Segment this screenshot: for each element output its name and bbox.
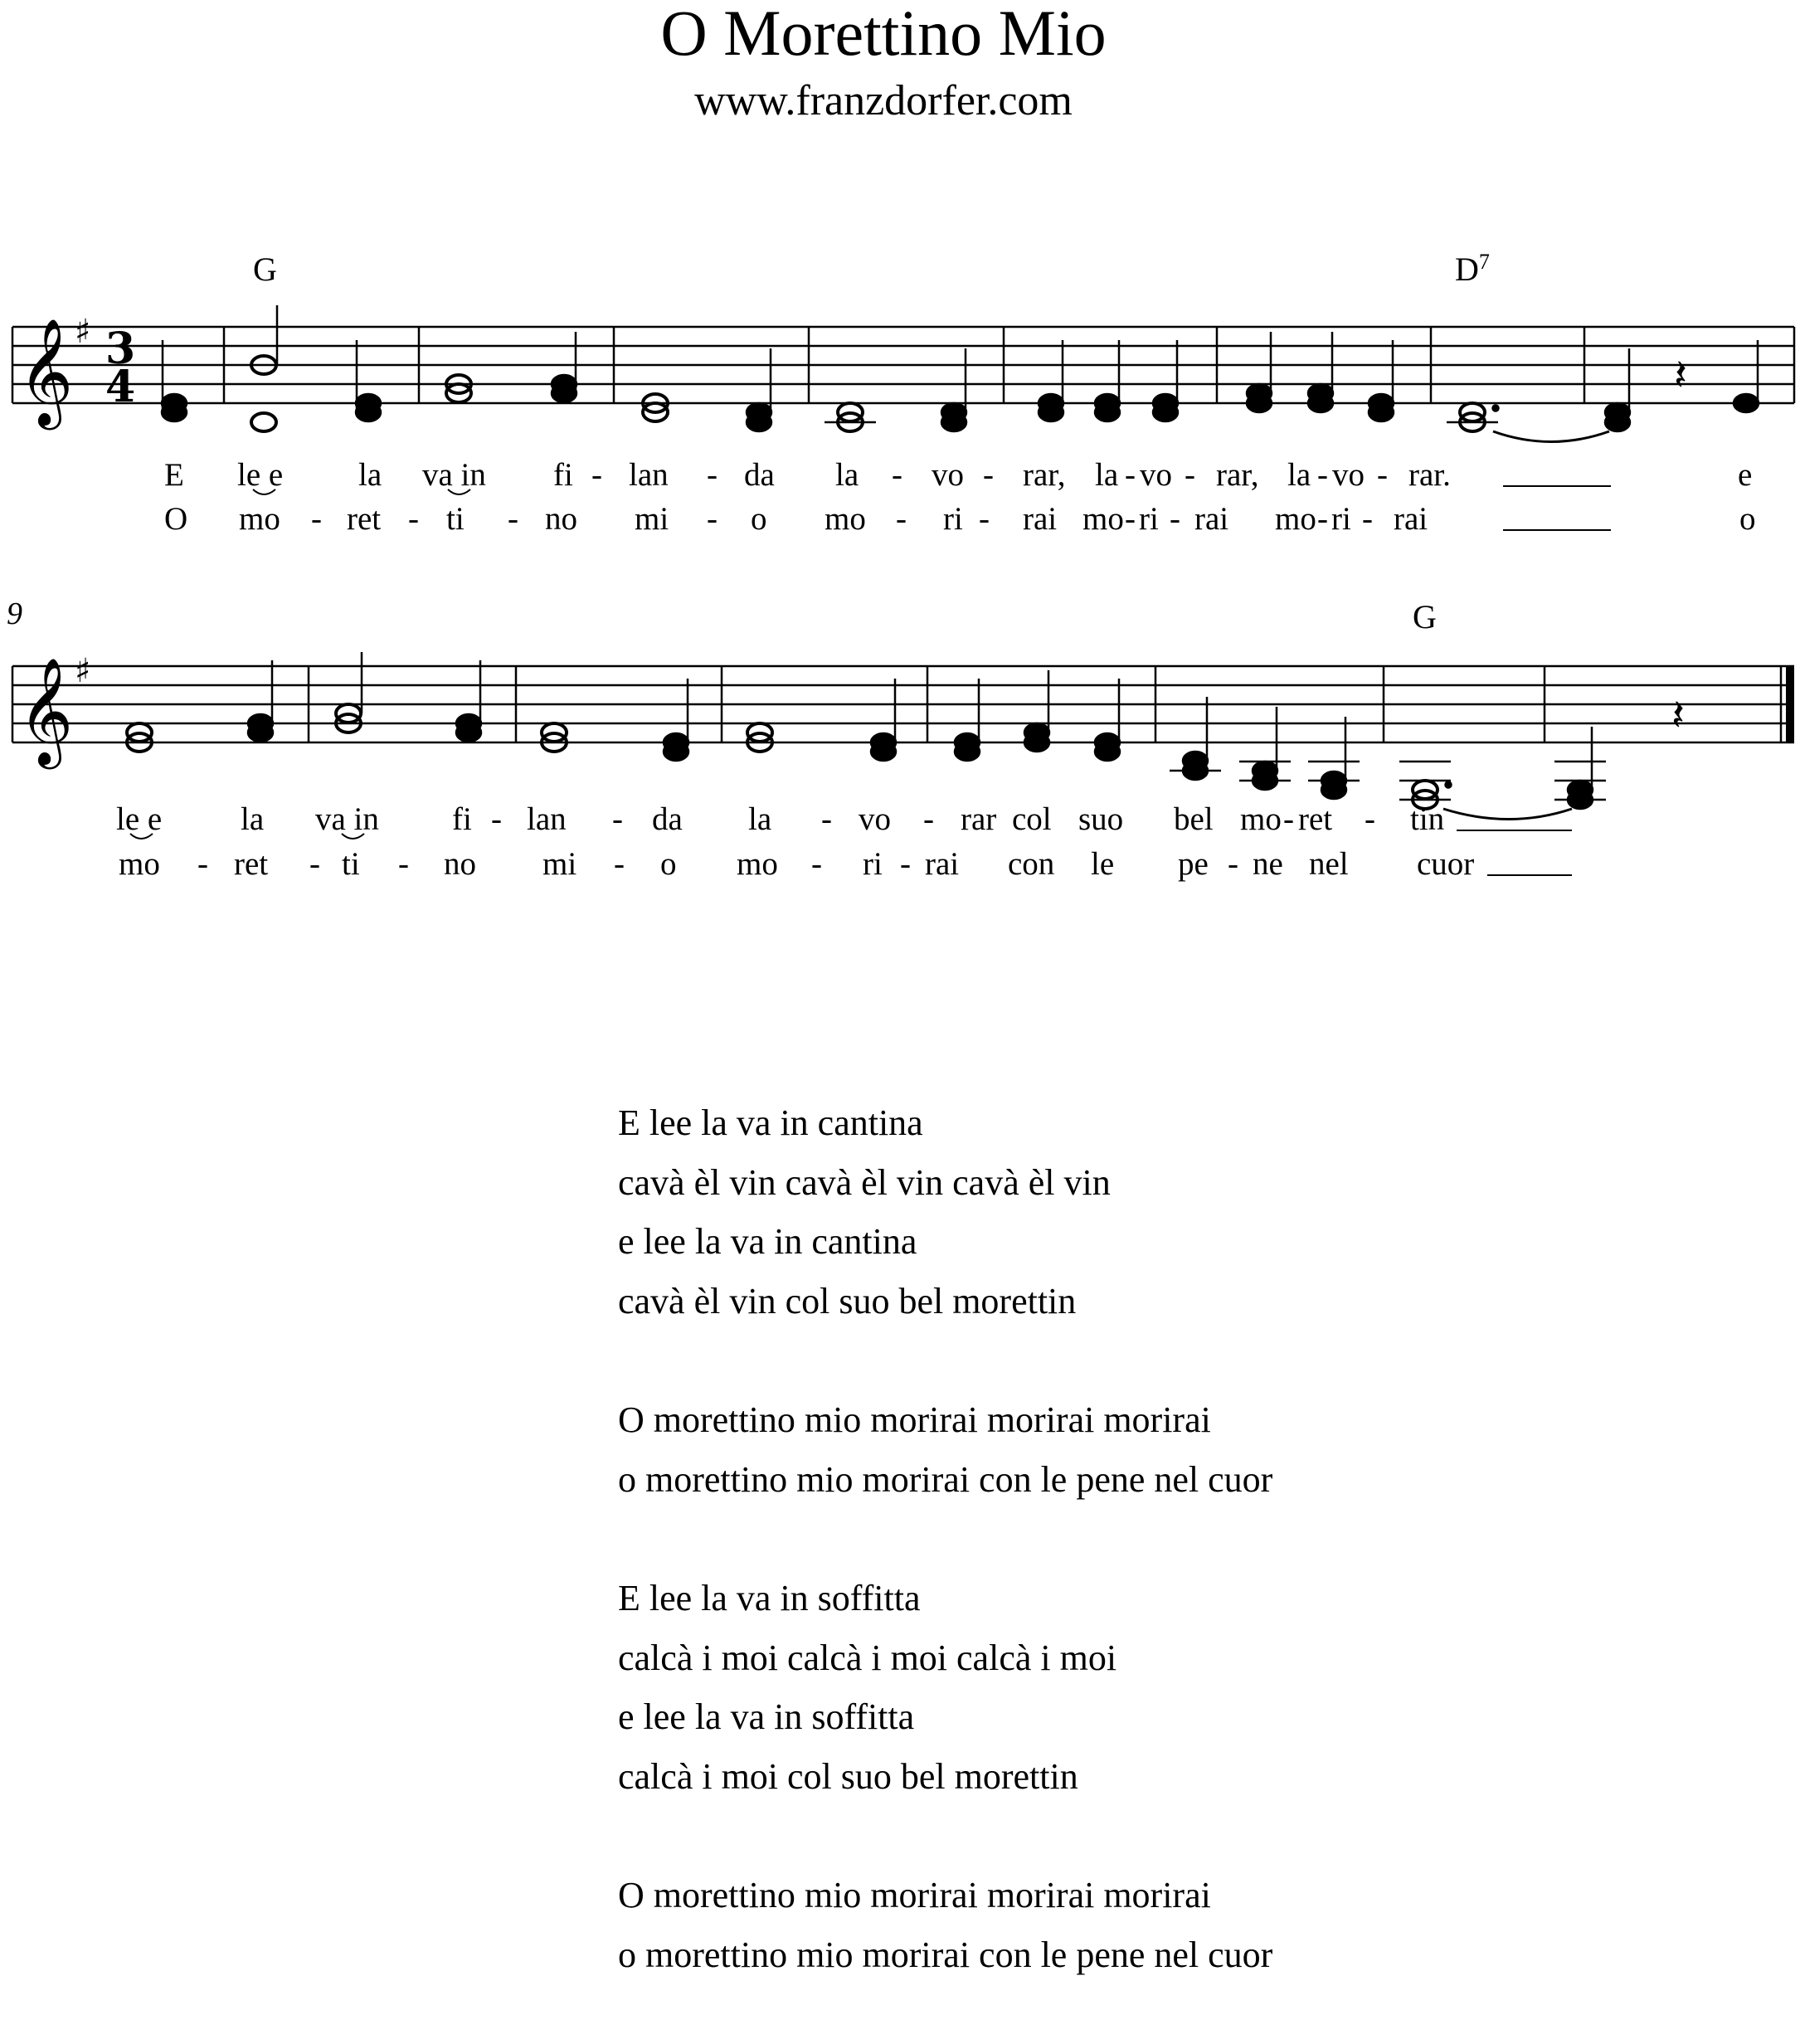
lyric-syllable: rai (1194, 501, 1229, 537)
lyric-syllable: rar. (1408, 457, 1451, 493)
lyric-syllable: ret (1298, 801, 1333, 837)
staff-lines (12, 327, 1794, 403)
lyric-syllable: - (197, 846, 208, 882)
lyrics-line-2 (119, 846, 1572, 882)
quarter-rest-icon: 𝄽 (1674, 351, 1687, 401)
lyric-syllable: fi (553, 457, 573, 493)
lyric-syllable: - (979, 501, 990, 537)
lyric-syllable: cuor (1417, 846, 1475, 882)
lyric-syllable: tin (1410, 801, 1445, 837)
lyric-syllable: - (892, 457, 902, 493)
lyric-syllable: ti (446, 501, 465, 537)
lyric-syllable: da (652, 801, 683, 837)
verse-line: E lee la va in cantina (618, 1102, 923, 1143)
lyric-syllable: le (1091, 846, 1115, 882)
lyric-syllable: ri (943, 501, 963, 537)
lyric-syllable: rai (925, 846, 960, 882)
lyric-syllable: da (744, 457, 775, 493)
lyric-syllable: vo (1332, 457, 1365, 493)
lyric-syllable: o (660, 846, 677, 882)
lyric-syllable: - (614, 846, 625, 882)
lyric-syllable: - (309, 846, 320, 882)
lyric-syllable: - (1377, 457, 1388, 493)
verse-line: o morettino mio morirai con le pene nel cuor (618, 1934, 1273, 1975)
lyric-syllable: - (1283, 801, 1294, 837)
lyric-syllable: - (1228, 846, 1238, 882)
lyric-syllable: - (1170, 501, 1180, 537)
lyric-syllable: no (444, 846, 476, 882)
lyric-syllable: bel (1174, 801, 1214, 837)
lyric-syllable: la (748, 801, 772, 837)
stanza-2 (618, 1390, 1613, 1509)
verse-line: cavà èl vin cavà èl vin cavà èl vin (618, 1161, 1111, 1203)
lyric-syllable: - (900, 846, 911, 882)
lyrics-line-2 (164, 501, 1756, 537)
lyric-syllable: ri (863, 846, 883, 882)
sharp-icon: ♯ (75, 313, 91, 351)
verse-line: calcà i moi calcà i moi calcà i moi (618, 1637, 1117, 1678)
verse-line: O morettino mio morirai morirai morirai (618, 1399, 1211, 1440)
lyric-syllable: - (1125, 501, 1136, 537)
time-signature-top: 3 (105, 324, 136, 374)
treble-clef-icon: 𝄞 (18, 318, 74, 426)
lyric-syllable: con (1008, 846, 1055, 882)
lyric-syllable: mi (635, 501, 669, 537)
lyric-syllable: la (1287, 457, 1311, 493)
lyric-syllable: mo (1082, 501, 1124, 537)
quarter-rest-icon: 𝄽 (1671, 691, 1685, 741)
lyric-syllable: ti (342, 846, 360, 882)
lyric-syllable: la (358, 457, 382, 493)
lyric-syllable: lan (527, 801, 567, 837)
lyric-syllable: o (751, 501, 767, 537)
lyric-syllable: rar, (1216, 457, 1259, 493)
sheet-music (0, 0, 1800, 912)
lyric-syllable: - (983, 457, 994, 493)
verse-line: o morettino mio morirai con le pene nel cuor (618, 1458, 1273, 1500)
lyric-syllable: - (612, 801, 623, 837)
lyric-syllable: ne (1253, 846, 1283, 882)
lyric-syllable: - (1317, 457, 1328, 493)
lyric-syllable: e (1738, 457, 1753, 493)
lyric-syllable: - (1362, 501, 1373, 537)
lyric-syllable: - (1365, 801, 1375, 837)
lyric-syllable: vo (932, 457, 964, 493)
chord-d7: $D^7$ (1455, 250, 1490, 288)
lyric-syllable: - (508, 501, 518, 537)
measure-number: 9 (7, 596, 22, 631)
staff-system-2 (7, 596, 1794, 882)
lyric-syllable: - (311, 501, 322, 537)
stanza-3 (618, 1569, 1613, 1806)
lyric-syllable: mo (825, 501, 866, 537)
lyric-syllable: - (1185, 457, 1195, 493)
lyric-syllable: suo (1078, 801, 1124, 837)
lyric-syllable: vo (1140, 457, 1172, 493)
website-url[interactable]: www.franzdorfer.com (694, 77, 1073, 124)
lyric-syllable: la (241, 801, 265, 837)
lyric-syllable: mi (542, 846, 577, 882)
verse-line: e lee la va in soffitta (618, 1696, 915, 1737)
final-barline (1786, 666, 1794, 742)
lyric-syllable: - (896, 501, 907, 537)
lyric-syllable: fi (452, 801, 472, 837)
lyric-syllable: pe (1178, 846, 1209, 882)
lyric-syllable: - (707, 457, 718, 493)
staff-lines (12, 666, 1794, 742)
verses-block (618, 1093, 1613, 2044)
lyric-syllable: mo (1240, 801, 1282, 837)
lyric-syllable: ret (234, 846, 269, 882)
lyric-syllable: mo (1275, 501, 1316, 537)
lyric-syllable: O (164, 501, 188, 537)
lyric-syllable: la (1095, 457, 1119, 493)
lyric-syllable: no (545, 501, 577, 537)
verse-line: O morettino mio morirai morirai morirai (618, 1875, 1211, 1915)
lyric-syllable: o (1739, 501, 1756, 537)
lyric-syllable: - (1125, 457, 1136, 493)
verse-line: E lee la va in soffitta (618, 1578, 921, 1618)
lyric-syllable: ri (1139, 501, 1159, 537)
lyric-syllable: - (707, 501, 718, 537)
sharp-icon: ♯ (75, 652, 91, 690)
lyric-syllable: rar (961, 801, 997, 837)
lyric-syllable: col (1012, 801, 1052, 837)
song-title: O Morettino Mio (660, 0, 1107, 69)
lyric-syllable: - (821, 801, 832, 837)
lyric-syllable: rai (1394, 501, 1428, 537)
verse-line: cavà èl vin col suo bel morettin (618, 1280, 1077, 1321)
stanza-1 (618, 1093, 1613, 1331)
lyric-syllable: - (811, 846, 822, 882)
lyric-syllable: lan (629, 457, 669, 493)
lyric-syllable: mo (239, 501, 280, 537)
chord-g: G (1413, 598, 1437, 635)
lyric-syllable: nel (1309, 846, 1349, 882)
lyric-syllable: rar, (1023, 457, 1066, 493)
lyric-syllable: - (591, 457, 602, 493)
notes (162, 305, 1759, 442)
lyric-syllable: E (164, 457, 184, 493)
chord-g: G (253, 251, 277, 288)
lyric-syllable: rai (1023, 501, 1058, 537)
lyric-syllable: la (835, 457, 859, 493)
staff-system-1 (12, 250, 1794, 537)
lyric-syllable: le e (237, 457, 284, 493)
lyrics-line-1 (164, 457, 1752, 494)
verse-line: calcà i moi col suo bel morettin (618, 1755, 1078, 1797)
lyrics-line-1 (116, 801, 1572, 839)
lyric-syllable: mo (737, 846, 778, 882)
treble-clef-icon: 𝄞 (18, 657, 74, 765)
lyric-syllable: ret (347, 501, 382, 537)
lyric-syllable: - (408, 501, 419, 537)
lyric-syllable: - (398, 846, 409, 882)
lyric-syllable: va in (422, 457, 486, 493)
lyric-syllable: - (491, 801, 502, 837)
verse-line: e lee la va in cantina (618, 1221, 917, 1262)
stanza-4 (618, 1866, 1613, 1984)
lyric-syllable: - (1317, 501, 1328, 537)
lyric-syllable: le e (116, 801, 163, 837)
time-signature-bottom: 4 (105, 362, 136, 412)
lyric-syllable: va in (315, 801, 379, 837)
lyric-syllable: ri (1331, 501, 1351, 537)
lyric-syllable: mo (119, 846, 160, 882)
lyric-syllable: vo (859, 801, 891, 837)
lyric-syllable: - (923, 801, 934, 837)
